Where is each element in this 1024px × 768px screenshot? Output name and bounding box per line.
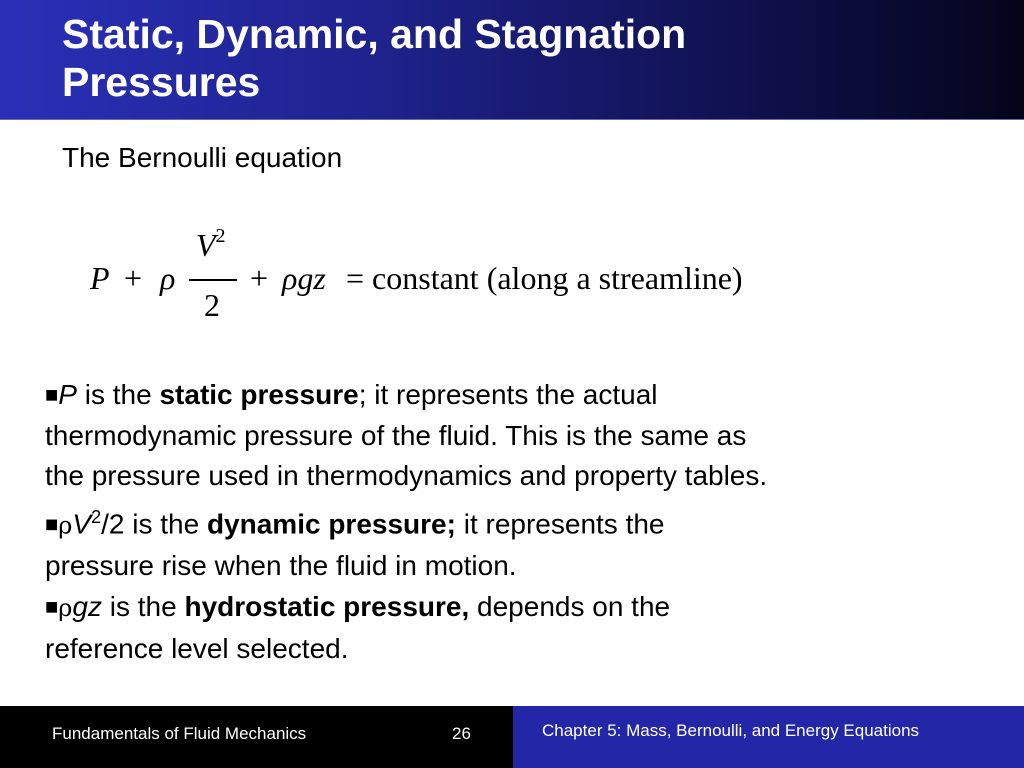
symbol-slash-2: /2 xyxy=(101,508,125,540)
equation-rho: ρ xyxy=(160,260,176,296)
square-bullet-icon: ■ xyxy=(45,382,59,407)
equation-plus-2: + xyxy=(250,260,269,296)
equation-plus-1: + xyxy=(124,260,143,296)
fraction-numerator-v: V xyxy=(196,227,216,263)
bullet-dynamic-line2: pressure rise when the fluid in motion. xyxy=(45,550,517,582)
fraction-denominator: 2 xyxy=(204,287,220,323)
bullet-static-line3: the pressure used in thermodynamics and property tables. xyxy=(45,460,768,492)
bullet-dynamic-pressure xyxy=(45,497,945,587)
bullet-static-line2: thermodynamic pressure of the fluid. This is the same as xyxy=(45,419,747,451)
bullet-static-line1-rest: ; it represents the actual xyxy=(358,379,658,410)
term-static-pressure: static pressure xyxy=(159,379,359,410)
term-dynamic-pressure: dynamic pressure; xyxy=(206,508,456,540)
fraction-numerator-exponent: 2 xyxy=(215,225,226,247)
symbol-gz: gz xyxy=(72,590,102,622)
slide-title xyxy=(62,10,962,106)
fraction-bar xyxy=(189,279,237,281)
fraction-numerator xyxy=(196,225,226,264)
bullet-list xyxy=(45,375,945,669)
page-number: 26 xyxy=(452,724,471,743)
bullet-dynamic-line1-rest: it represents the xyxy=(455,508,665,540)
title-line-1: Static, Dynamic, and Stagnation xyxy=(62,11,687,57)
square-bullet-icon: ■ xyxy=(45,511,59,537)
bullet-static-pressure xyxy=(45,375,945,497)
bullet-hydrostatic-line1-rest: depends on the xyxy=(469,590,671,622)
footer-chapter-title: Chapter 5: Mass, Bernoulli, and Energy Equations xyxy=(542,721,920,740)
equation-rhs: = constant (along a streamline) xyxy=(346,260,743,296)
bullet-static-pre: is the xyxy=(76,379,160,410)
symbol-v-exponent: 2 xyxy=(91,507,102,528)
square-bullet-icon: ■ xyxy=(45,593,59,619)
bullet-hydrostatic-pre: is the xyxy=(101,590,185,622)
equation-p: P xyxy=(90,260,110,296)
bullet-dynamic-pre: is the xyxy=(124,508,207,540)
term-hydrostatic-pressure: hydrostatic pressure, xyxy=(184,590,470,622)
symbol-v: V xyxy=(72,508,92,540)
title-line-2: Pressures xyxy=(62,59,261,105)
title-bar xyxy=(0,0,1024,120)
footer-course-title: Fundamentals of Fluid Mechanics xyxy=(52,724,307,743)
equation-rho-gz: ρgz xyxy=(282,260,326,296)
bullet-hydrostatic-line2: reference level selected. xyxy=(45,632,349,664)
subtitle: The Bernoulli equation xyxy=(62,142,343,173)
symbol-p: P xyxy=(58,379,77,410)
symbol-rho: ρ xyxy=(58,511,73,540)
symbol-rho: ρ xyxy=(58,593,73,622)
bullet-hydrostatic-pressure xyxy=(45,587,945,669)
